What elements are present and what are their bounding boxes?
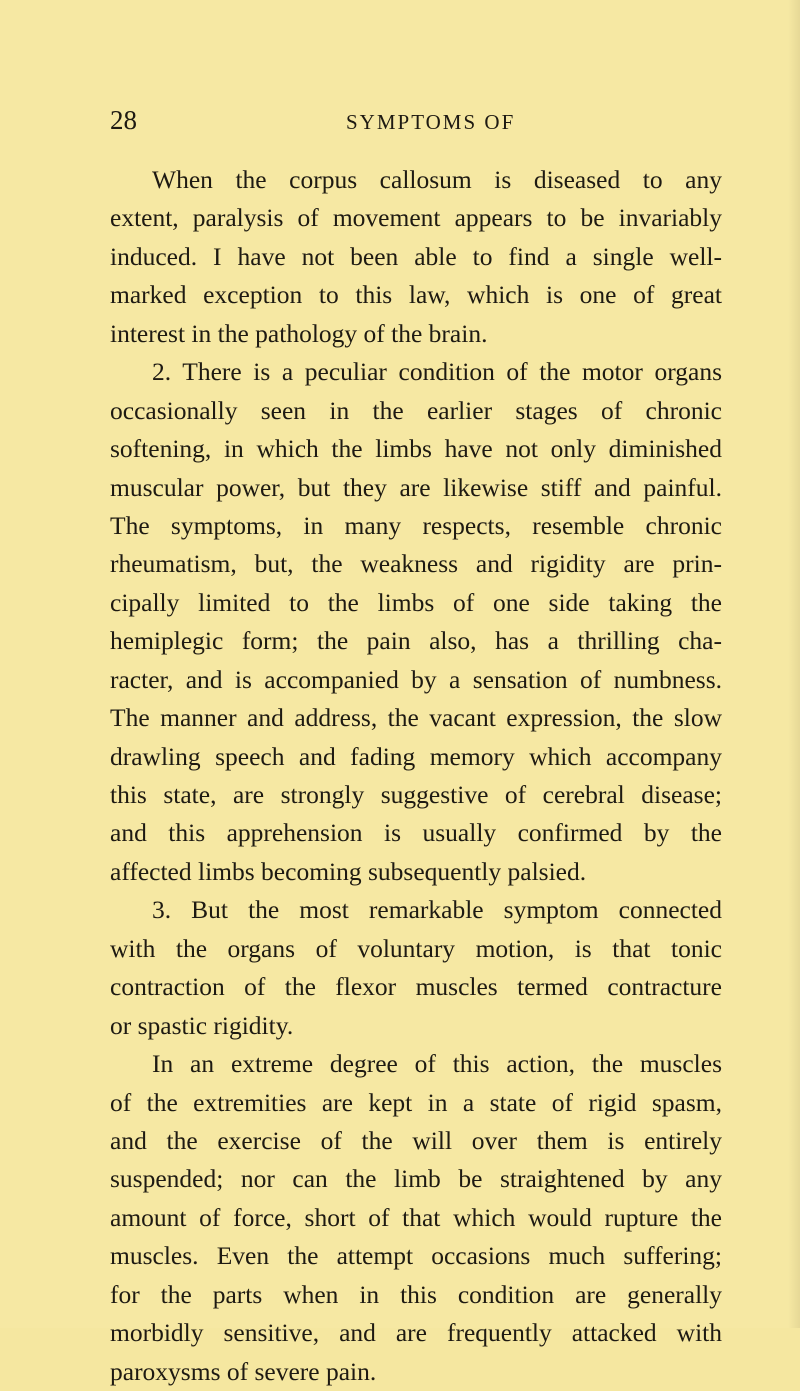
- text-line: 2. There is a peculiar condition of the motor organs: [152, 357, 722, 387]
- page-number: 28: [110, 105, 137, 135]
- text-line: muscles. Even the attempt occasions much suffering;: [110, 1241, 722, 1271]
- text-line: When the corpus callosum is diseased to any: [152, 165, 722, 194]
- text-line: or spastic rigidity.: [110, 1010, 294, 1040]
- text-line: for the parts when in this condition are generally: [110, 1279, 722, 1309]
- page-edge-shadow: [788, 0, 800, 1328]
- text-line: extent, paralysis of movement appears to be invariably: [110, 203, 722, 233]
- running-head: SYMPTOMS OF: [346, 110, 516, 134]
- page-header: [0, 104, 800, 144]
- text-line: affected limbs becoming subsequently palsied.: [110, 856, 587, 886]
- text-line: this state, are strongly suggestive of cerebral disease;: [110, 780, 722, 809]
- text-line: induced. I have not been able to find a single well-: [110, 241, 722, 271]
- text-line: drawling speech and fading memory which accompany: [110, 741, 722, 771]
- text-line: morbidly sensitive, and are frequently attacked with: [110, 1318, 722, 1348]
- text-line: amount of force, short of that which would rupture the: [110, 1202, 722, 1232]
- text-line: of the extremities are kept in a state of rigid spasm,: [110, 1087, 722, 1117]
- text-line: In an extreme degree of this action, the muscles: [152, 1049, 722, 1079]
- text-line: muscular power, but they are likewise stiff and painful.: [110, 472, 722, 502]
- text-line: hemiplegic form; the pain also, has a thrilling cha-: [110, 626, 722, 656]
- text-line: and the exercise of the will over them is entirely: [110, 1125, 722, 1155]
- text-line: paroxysms of severe pain.: [110, 1356, 377, 1386]
- text-line: cipally limited to the limbs of one side taking the: [110, 587, 722, 617]
- text-line: occasionally seen in the earlier stages of chronic: [110, 395, 722, 425]
- text-line: 3. But the most remarkable symptom connected: [152, 895, 722, 925]
- text-line: rheumatism, but, the weakness and rigidity are prin-: [110, 549, 722, 579]
- text-line: racter, and is accompanied by a sensation of numbness.: [110, 664, 722, 694]
- text-line: The manner and address, the vacant expression, the slow: [110, 703, 722, 733]
- text-line: The symptoms, in many respects, resemble chronic: [110, 510, 722, 540]
- text-line: contraction of the flexor muscles termed contracture: [110, 972, 722, 1002]
- body-text: [110, 161, 722, 1391]
- text-line: suspended; nor can the limb be straightened by any: [110, 1164, 722, 1194]
- text-line: and this apprehension is usually confirmed by the: [110, 818, 722, 848]
- text-line: interest in the pathology of the brain.: [110, 318, 488, 348]
- text-line: softening, in which the limbs have not only diminished: [110, 434, 722, 464]
- text-line: marked exception to this law, which is one of great: [110, 280, 722, 310]
- text-line: with the organs of voluntary motion, is that tonic: [110, 933, 722, 963]
